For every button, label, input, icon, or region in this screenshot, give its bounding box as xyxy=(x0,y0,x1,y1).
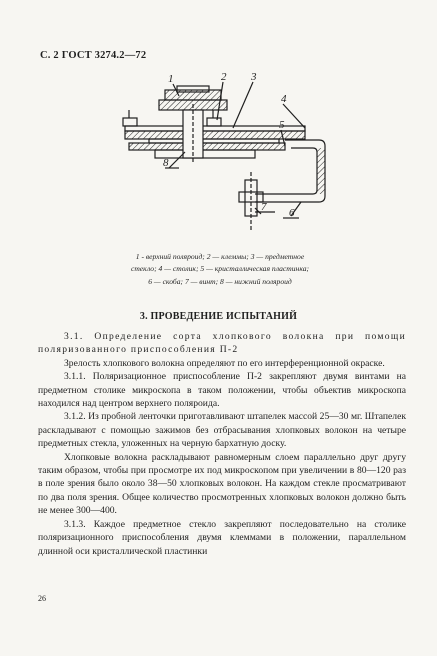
caption-line: 1 - верхний поляроид; 2 — клеммы; 3 — предметное xyxy=(135,252,305,261)
figure-label: 2 xyxy=(221,71,227,83)
paragraph-maturity: Зрелость хлопкового волокна определяют по его интерференционной окраске. xyxy=(64,357,385,369)
polarizer-device-figure xyxy=(95,68,335,253)
caption-line: стекло; 4 — столик; 5 — кристаллическая пластинка; xyxy=(130,264,310,274)
figure-label: 8 xyxy=(163,157,169,169)
figure-label: 7 xyxy=(261,201,267,213)
figure-caption xyxy=(95,251,345,288)
paragraph-fiber-layout: Хлопковые волокна раскладывают равномерным слоем параллельно друг другу таким образом, чтобы при просмотре их под микроскопом при увеличении в 80—120 раз в поле зрения было около 38—50 хлопковых волокон. На каждом стекле просматривают по два поля зрения. Общее количество просмотренных хлопковых волокон должно быть не менее 300—400. xyxy=(38,451,406,517)
figure-label: 5 xyxy=(279,119,285,131)
paragraph-3-1: 3.1. Определение сорта хлопкового волокна при помощи поляризованного приспособления П-2 xyxy=(38,331,406,356)
figure-label: 3 xyxy=(251,71,257,83)
section-title: 3. ПРОВЕДЕНИЕ ИСПЫТАНИЙ xyxy=(139,311,298,322)
paragraph-3-1-2: 3.1.2. Из пробной ленточки приготавливают штапелек массой 25—30 мг. Штапелек раскладывают с помощью зажимов без отбрасывания хлопковых волокон на четыре предметных стекла, уложенных на черную бархатную доску. xyxy=(38,411,406,450)
figure-label: 1 xyxy=(168,73,174,85)
page-header: С. 2 ГОСТ 3274.2—72 xyxy=(40,50,147,61)
device-drawing xyxy=(95,68,335,253)
figure-label: 6 xyxy=(289,207,295,219)
paragraph-3-1-3: 3.1.3. Каждое предметное стекло закрепляют последовательно на столике поляризационного приспособления двумя клеммами в положении, параллельном длинной оси кристаллической пластинки xyxy=(38,518,406,557)
body-text xyxy=(38,330,406,558)
page-number: 26 xyxy=(38,594,46,603)
paragraph-3-1-1: 3.1.1. Поляризационное приспособление П-2 закрепляют двумя винтами на предметном столике микроскопа в таком положении, чтобы объектив микроскопа находился над центром верхнего поляроида. xyxy=(38,371,406,410)
figure-label: 4 xyxy=(281,93,287,105)
caption-line: 6 — скоба; 7 — винт; 8 — нижний поляроид xyxy=(148,276,292,286)
